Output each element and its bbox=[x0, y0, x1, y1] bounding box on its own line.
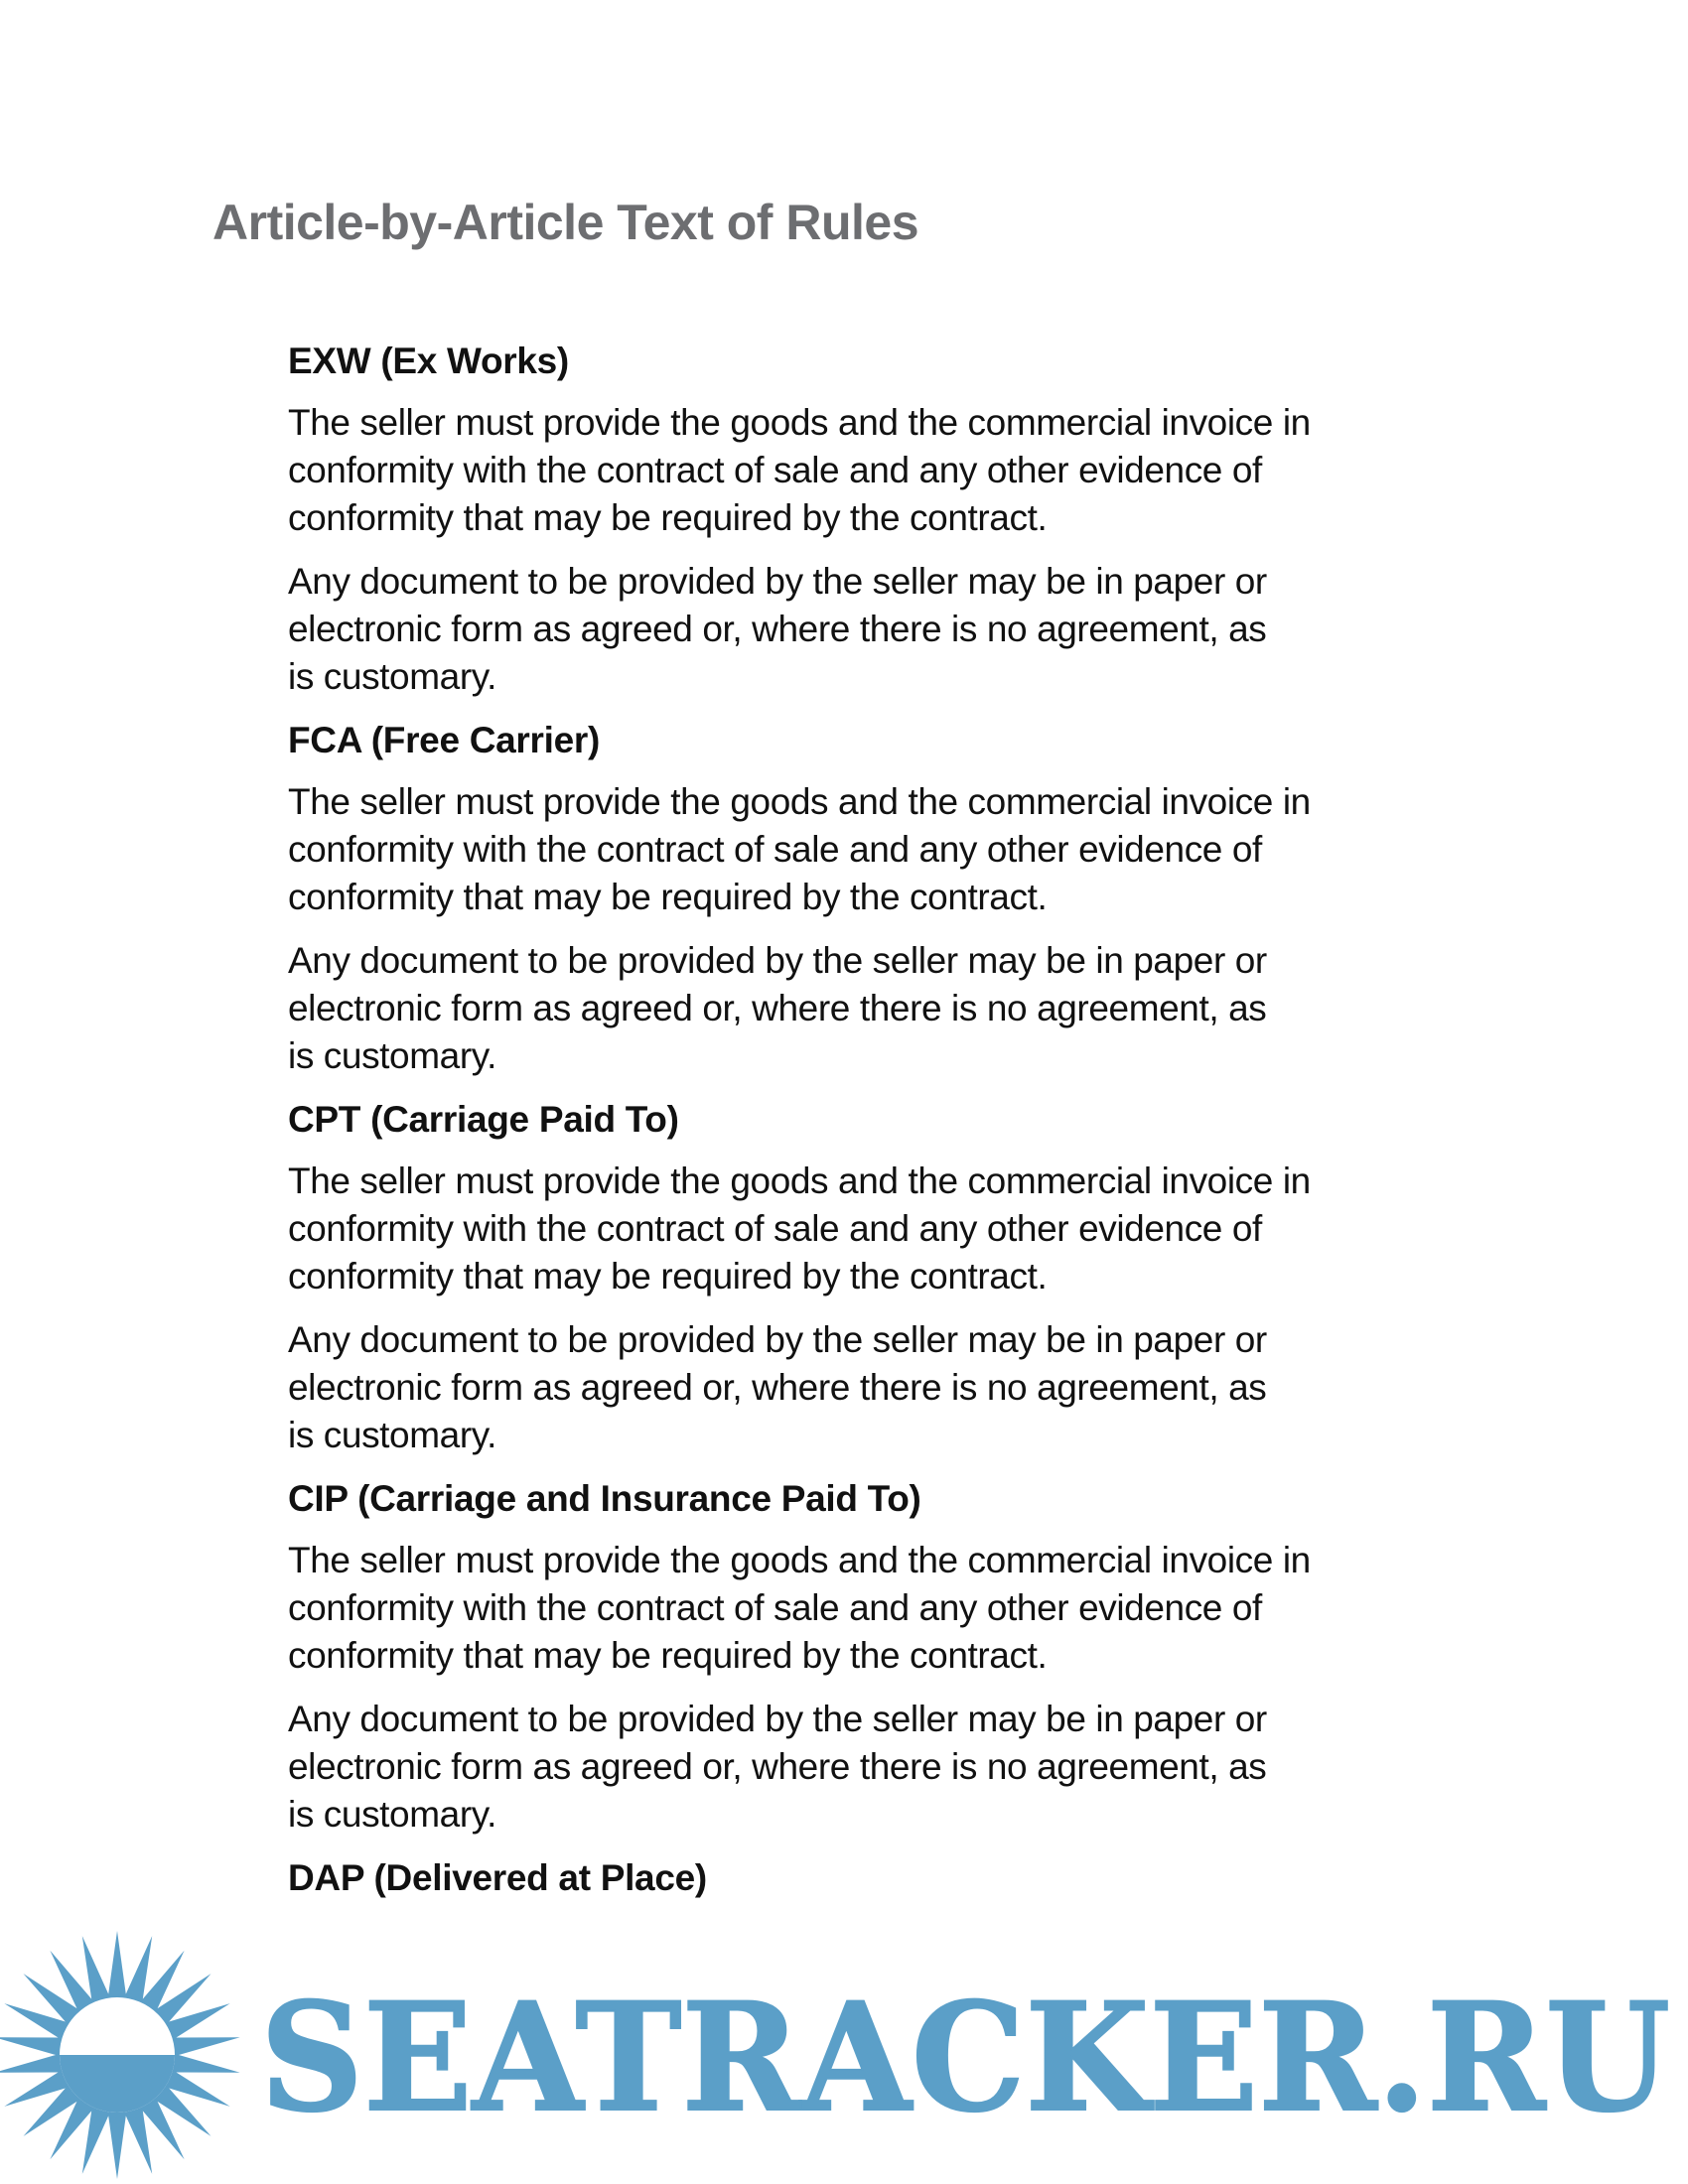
rule-dap bbox=[288, 1854, 1400, 1902]
watermark-text: SEATRACKER.RU bbox=[260, 1971, 1670, 2145]
rule-paragraph: Any document to be provided by the seller may be in paper or electronic form as agreed or, where there is no agreement, as is customary. bbox=[288, 1319, 1267, 1455]
watermark bbox=[0, 1926, 1688, 2184]
rules-list bbox=[288, 338, 1400, 1916]
rule-paragraph: The seller must provide the goods and the commercial invoice in conformity with the contract of sale and any other evidence of conformity that may be required by the contract. bbox=[288, 1160, 1311, 1297]
rule-heading: CPT (Carriage Paid To) bbox=[288, 1099, 679, 1140]
rule-cip bbox=[288, 1475, 1400, 1839]
rule-heading: EXW (Ex Works) bbox=[288, 341, 569, 381]
rule-paragraph: The seller must provide the goods and the commercial invoice in conformity with the contract of sale and any other evidence of conformity that may be required by the contract. bbox=[288, 402, 1311, 538]
rule-paragraph: Any document to be provided by the seller may be in paper or electronic form as agreed or, where there is no agreement, as is customary. bbox=[288, 940, 1267, 1076]
rule-paragraph: Any document to be provided by the seller may be in paper or electronic form as agreed or, where there is no agreement, as is customary. bbox=[288, 1699, 1267, 1835]
rule-heading: CIP (Carriage and Insurance Paid To) bbox=[288, 1478, 921, 1519]
rule-paragraph: The seller must provide the goods and the commercial invoice in conformity with the contract of sale and any other evidence of conformity that may be required by the contract. bbox=[288, 781, 1311, 917]
rule-paragraph: Any document to be provided by the seller may be in paper or electronic form as agreed or, where there is no agreement, as is customary. bbox=[288, 561, 1267, 697]
rule-cpt bbox=[288, 1096, 1400, 1459]
rule-fca bbox=[288, 717, 1400, 1080]
rule-exw bbox=[288, 338, 1400, 701]
sun-icon bbox=[0, 1931, 240, 2179]
rule-heading: DAP (Delivered at Place) bbox=[288, 1857, 707, 1898]
rule-paragraph: The seller must provide the goods and the commercial invoice in conformity with the contract of sale and any other evidence of conformity that may be required by the contract. bbox=[288, 1540, 1311, 1676]
page-title: Article-by-Article Text of Rules bbox=[212, 195, 919, 250]
rule-heading: FCA (Free Carrier) bbox=[288, 720, 600, 760]
